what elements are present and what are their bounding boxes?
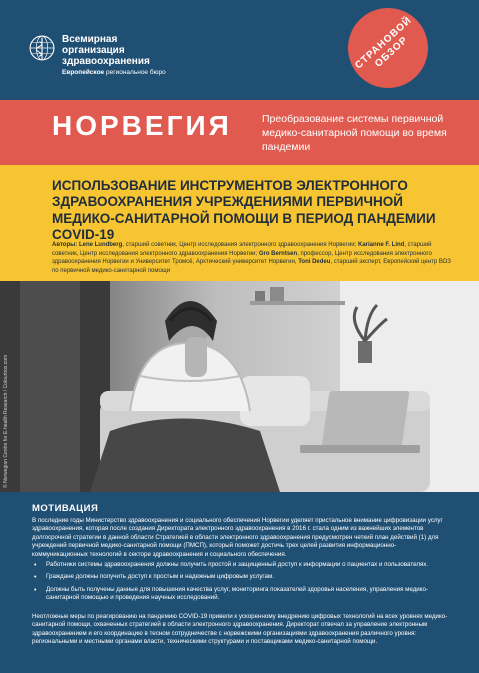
org-text: [62, 34, 182, 76]
motivation-bullets: [32, 561, 450, 607]
country-overview-badge: [348, 8, 428, 88]
photo-illustration: [0, 281, 479, 492]
author-role: , старший советник, Центр исследования электронного здравоохранения Норвегии;: [52, 242, 432, 257]
list-item: • Граждане должны получить доступ к простым и надежным цифровым услугам.: [32, 573, 450, 581]
author-role: , профессор, Центр исследования электронного здравоохранения Норвегии и Университет Тромсё, Арктический университет Норвегии,: [52, 250, 432, 266]
org-name: Всемирная организация здравоохранения: [62, 34, 150, 67]
who-emblem-icon: [28, 34, 56, 62]
author-role: , старший эксперт, Европейский центр ВОЗ по первичной медико-санитарной помощи: [52, 259, 451, 275]
badge-text: СТРАНОВОЙ ОБЗОР: [353, 14, 415, 72]
motivation-closing: Неотложные меры по реагированию на пандемию COVID-19 привели к ускоренному внедрению цифровых технологий на всех уровнях медико-санитарной помощи, охваченных стратегией в области электронного здравоохранения. Директорат отвечал за управление электронным здравоохранением и его координацию в тесном сотрудничестве с норвежскими организациями здравоохранения различного уровня: региональными и местными органами власти, техническими структурами и поставщиками медико-санитарной помощи.: [32, 613, 448, 646]
org-region: [62, 69, 182, 76]
cover-photo: [0, 281, 479, 492]
authors-label: Авторы:: [52, 242, 78, 248]
authors: [52, 241, 452, 276]
header-band: [0, 0, 479, 100]
motivation-intro: В последние годы Министерство здравоохранения и социального обеспечения Норвегии уделяет пристальное внимание цифровизации услуг здравоохранения, которая после создания Директората электронного здравоохранения в 2016 г. стала одним из важнейших элементов долгосрочной стратегии в данной области Стратегией в области электронного здравоохранения предусмотрен четкий план действий (1) для учреждений первичной медико-санитарной помощи (ПМСП), который поможет достичь трех целей развития информационно-коммуникационных технологий в секторе здравоохранения и социального обеспечения.: [32, 517, 443, 558]
country-subtitle: Преобразование системы первичной медико-санитарной помощи во время пандемии: [262, 113, 447, 153]
author-name: Toni Dedeu: [298, 259, 331, 266]
who-logo[interactable]: [28, 34, 182, 76]
org-region-bold: Европейское: [62, 69, 105, 76]
motivation-title: МОТИВАЦИЯ: [32, 503, 99, 514]
country-name: НОРВЕГИЯ: [52, 110, 232, 141]
author-name: Gro Berntsen: [258, 250, 298, 257]
org-region-rest: региональное бюро: [106, 69, 166, 76]
list-item: • Должны быть получены данные для повышения качества услуг, мониторинга показателей здоровья населения, управления медико-санитарной помощью и проведения научных исследований.: [32, 586, 450, 603]
author-role: , старший советник, Центр исследования электронного здравоохранения Норвегии;: [122, 242, 358, 248]
photo-credit: © Norwegian Centre for E-health Research / Colourbox.com: [3, 354, 9, 488]
author-name: Lene Lundberg: [78, 242, 123, 248]
list-item: • Работники системы здравоохранения должны получить простой и защищенный доступ к информации о пациентах и пользователях.: [32, 561, 450, 569]
report-title: ИСПОЛЬЗОВАНИЕ ИНСТРУМЕНТОВ ЭЛЕКТРОННОГО ЗДРАВООХРАНЕНИЯ УЧРЕЖДЕНИЯМИ ПЕРВИЧНОЙ МЕДИКО-САНИТАРНОЙ ПОМОЩИ В ПЕРИОД ПАНДЕМИИ COVID-19: [52, 178, 436, 243]
author-name: Karianne F. Lind: [357, 242, 405, 248]
